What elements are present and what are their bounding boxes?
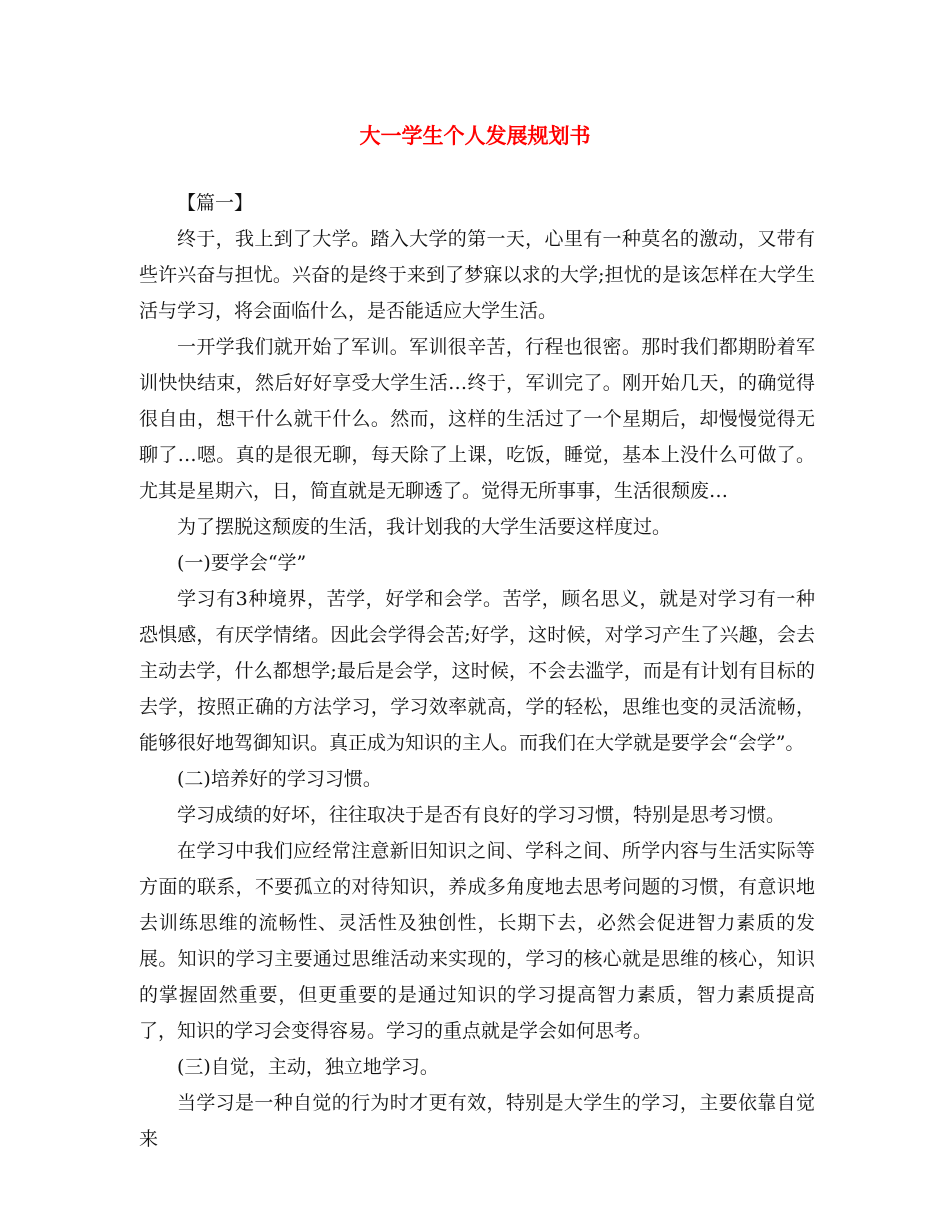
paragraph-study-habits-a: 学习成绩的好坏，往往取决于是否有良好的学习习惯，特别是思考习惯。	[177, 804, 786, 826]
heading-study-habits: (二)培养好的学习习惯。	[177, 768, 382, 790]
document-title: 大一学生个人发展规划书	[359, 123, 591, 148]
section-label: 【篇一】	[177, 192, 254, 214]
paragraph-study-habits-b: 在学习中我们应经常注意新旧知识之间、学科之间、所学内容与生活实际等方面的联系，不要孤立的对待知识，养成多角度地去思考问题的习惯，有意识地去训练思维的流畅性、灵活性及独创性，长期下去，必然会促进智力素质的发展。知识的学习主要通过思维活动来实现的，学习的核心就是思维的核心，知识的掌握固然重要，但更重要的是通过知识的学习提高智力素质，智力素质提高了，知识的学习会变得容易。学习的重点就是学会如何思考。	[139, 840, 815, 1042]
paragraph-plan: 为了摆脱这颓废的生活，我计划我的大学生活要这样度过。	[177, 516, 672, 538]
paragraph-intro: 终于，我上到了大学。踏入大学的第一天，心里有一种莫名的激动，又带有些许兴奋与担忧。兴奋的是终于来到了梦寐以求的大学;担忧的是该怎样在大学生活与学习，将会面临什么，是否能适应大学生活。	[139, 228, 815, 322]
paragraph-military-training: 一开学我们就开始了军训。军训很辛苦，行程也很密。那时我们都期盼着军训快快结束，然后好好享受大学生活…终于，军训完了。刚开始几天，的确觉得很自由，想干什么就干什么。然而，这样的生活过了一个星期后，却慢慢觉得无聊了…嗯。真的是很无聊，每天除了上课，吃饭，睡觉，基本上没什么可做了。尤其是星期六，日，简直就是无聊透了。觉得无所事事，生活很颓废…	[139, 336, 815, 502]
heading-independent-study: (三)自觉，主动，独立地学习。	[177, 1056, 439, 1078]
heading-learn-to-learn: (一)要学会“学”	[177, 552, 307, 574]
paragraph-independent-study: 当学习是一种自觉的行为时才更有效，特别是大学生的学习，主要依靠自觉来	[139, 1092, 815, 1150]
paragraph-learn-to-learn: 学习有3种境界，苦学，好学和会学。苦学，顾名思义，就是对学习有一种恐惧感，有厌学情绪。因此会学得会苦;好学，这时候，对学习产生了兴趣，会去主动去学，什么都想学;最后是会学，这时候，不会去滥学，而是有计划有目标的去学，按照正确的方法学习，学习效率就高，学的轻松，思维也变的灵活流畅，能够很好地驾御知识。真正成为知识的主人。而我们在大学就是要学会“会学”。	[139, 588, 815, 754]
document-body	[139, 185, 815, 1157]
